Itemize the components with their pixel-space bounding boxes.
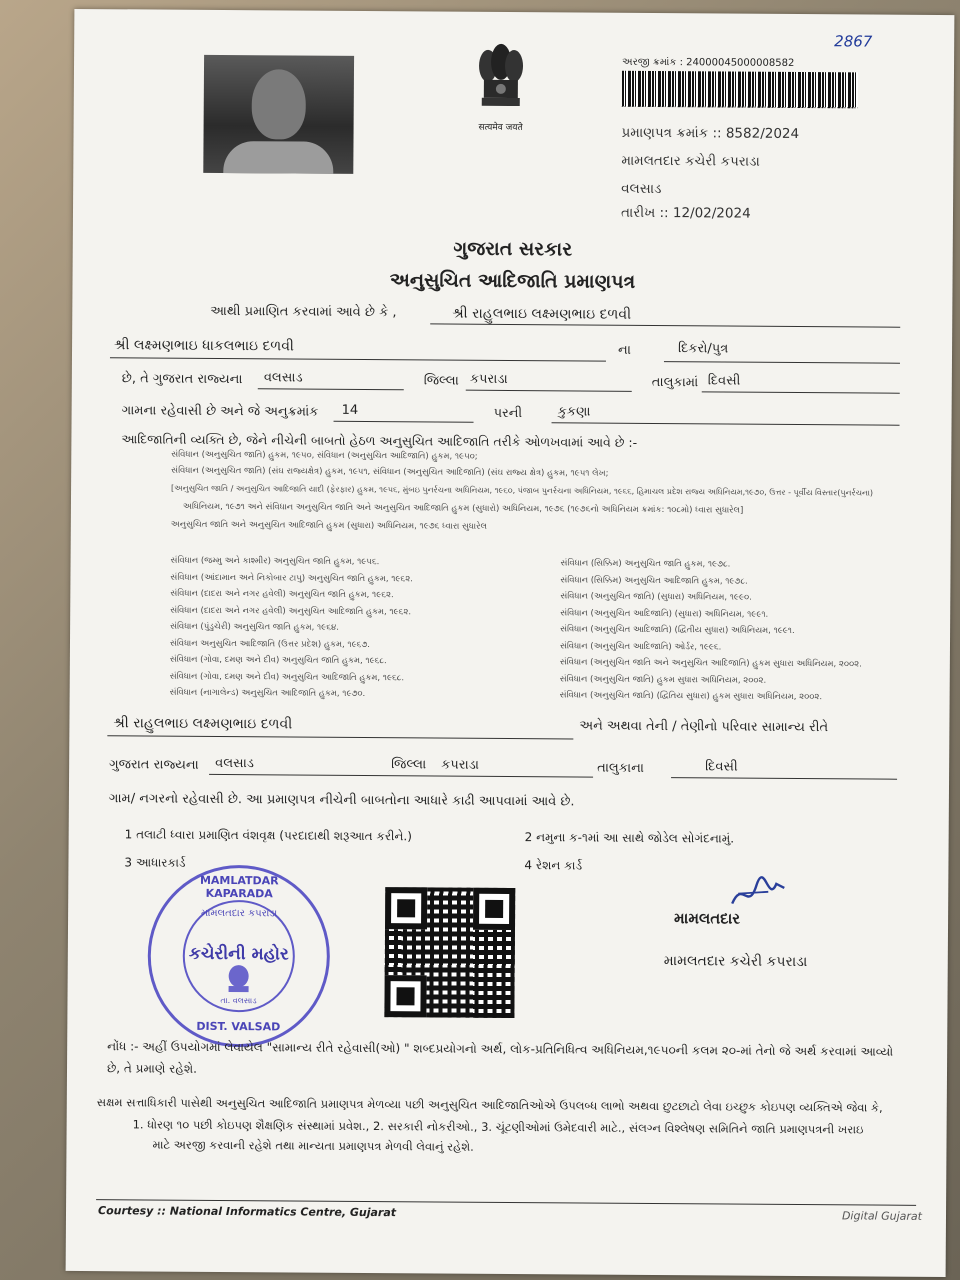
schedule-right-item: સંવિધાન (અનુસુચિત જાતિ) (સુધારા) અધિનિયમ, ૧૯૯૦. — [560, 591, 752, 603]
national-emblem-icon — [466, 42, 537, 120]
qr-finder — [473, 888, 515, 930]
seal-mid-text: મામલતદાર કપરાડા — [200, 907, 278, 920]
schedule-top-0: સંવિધાન (અનુસુચિત જાતિ) હુકમ, ૧૯૫૦, સંવિધાન (અનુસુચિત આદિજાતિ) હુકમ, ૧૯૫૦; — [171, 449, 478, 462]
relation-underline — [664, 361, 900, 364]
emblem-motto: सत्यमेव जयते — [478, 122, 523, 134]
lower-district: વલસાડ — [215, 755, 254, 772]
name-underline — [430, 323, 900, 327]
taluka-label: તાલુકામાં — [651, 374, 699, 391]
taluka-underline — [466, 390, 632, 392]
seal-center-text: કચેરીની મહોર — [188, 943, 289, 965]
form-taluka: કપરાડા — [469, 371, 508, 387]
form-village: દિવસી — [707, 373, 741, 389]
schedule-right-item: સંવિધાન (સિક્કિમ) અનુસુચિત જાતિ હુકમ, ૧૯૭૮. — [560, 558, 731, 570]
lower-taluka-label: તાલુકાના — [597, 760, 645, 776]
government-title: ગુજરાત સરકાર — [453, 237, 573, 261]
signatory-office: મામલતદાર કચેરી કપરાડા — [663, 953, 808, 971]
schedule-left-item: સંવિધાન (દાદરા અને નગર હવેલી) અનુસુચિત આદિજાતિ હુકમ, ૧૯૬૨. — [170, 605, 412, 617]
qr-finder — [384, 975, 426, 1017]
schedule-top-1: સંવિધાન (અનુસુચિત જાતિ) (સંઘ રાજ્યક્ષેત્ર) હુકમ, ૧૯૫૧, સંવિધાન (અનુસુચિત આદિજાતિ) (સંઘ રાજ્ય ક્ષેત્ર) હુકમ, ૧૯૫૧ લેખ; — [171, 465, 609, 479]
tribal-statement: આદિજાતિની વ્યક્તિ છે, જેને નીચેની બાબતો હેઠળ અનુસુચિત આદિજાતિ તરીકે ઓળખવામાં આવે છે :- — [121, 431, 638, 450]
schedule-right-item: સંવિધાન (સિક્કિમ) અનુસુચિત આદિજાતિ હુકમ, ૧૯૭૮. — [560, 574, 748, 587]
seal-emblem-icon — [221, 964, 257, 996]
district-underline — [258, 388, 404, 390]
certificate-number: પ્રમાણપત્ર ક્રમાંક :: 8582/2024 — [621, 124, 800, 143]
schedule-left-item: સંવિધાન (આંદામાન અને નિકોબાર ટાપુ) અનુસુચિત જાતિ હુકમ, ૧૯૬૨. — [170, 572, 413, 584]
courtesy-text: Courtesy :: National Informatics Centre, Gujarat — [97, 1204, 397, 1220]
verification-qr-code — [384, 887, 515, 1018]
relation: દિકરો/પુત્ર — [678, 341, 729, 357]
certificate-page — [66, 9, 955, 1277]
schedule-top-4: અનુસુચિત જાતિ અને અનુસુચિત આદિજાતિ હુકમ (સુધારા) અધિનિયમ, ૧૯૭૬ ધ્વારા સુધારેલ — [170, 519, 487, 532]
lower-district-underline — [209, 774, 593, 778]
seal-small-text: તા. વલસાડ — [220, 995, 257, 1006]
name-repeat-underline — [107, 735, 573, 739]
lower-district-label: જિલ્લા — [391, 757, 427, 773]
applicant-name: શ્રી રાહુલભાઇ લક્ષ્મણભાઇ દળવી — [452, 305, 632, 323]
signature-mark — [728, 874, 788, 914]
schedule-right-item: સંવિધાન (અનુસુચિત જાતિ અને અનુસુચિત આદિજાતિ) હુકમ સુધારા અધિનિયમ, ૨૦૦૨. — [559, 657, 862, 670]
schedule-right-list — [560, 558, 863, 709]
applicant-photo — [203, 55, 354, 174]
serial-prefix: ગામના રહેવાસી છે અને જે અનુક્રમાંક — [121, 403, 319, 420]
schedule-right-item: સંવિધાન (અનુસુચિત જાતિ) હુકમ સુધારા અધિનિયમ, ૨૦૦૨. — [559, 673, 767, 686]
schedule-left-list — [170, 556, 413, 706]
state-prefix: છે, તે ગુજરાત રાજ્યના — [121, 371, 243, 388]
schedule-left-item: સંવિધાન (નાગાલેન્ડ) અનુસુચિત આદિજાતિ હુકમ, ૧૯૭૦. — [169, 687, 366, 699]
lower-village-underline — [671, 777, 897, 780]
schedule-top-2: [અનુસુચિત જાતિ / અનુસુચિત આદિજાતિ યાદી (ફેરફાર) હુકમ, ૧૯૫૬, મુંબઇ પુનર્રચના અધિનિયમ, ૧૯૬૦, પંજાબ પુનર્રચના અધિનિયમ, ૧૯૬૬, હિમાચલ પ્રદેશ રાજ્ય અધિનિયમ,૧૯૭૦, ઉત્તર - પૂર્વીય વિસ્તાર(પુનર્રચના) — [171, 483, 874, 498]
seal-top-text: MAMLATDAR KAPARADA — [199, 873, 279, 901]
father-name: શ્રી લક્ષ્મણભાઇ ધાકલભાઇ દળવી — [114, 337, 295, 355]
tribe-name: કુકણા — [557, 404, 591, 420]
office-seal — [147, 864, 330, 1047]
note-purposes: 1. ધોરણ ૧૦ પછી કોઇપણ શૈક્ષણિક સંસ્થામાં પ્રવેશ., 2. સરકારી નોકરીઓ., 3. ચૂંટણીઓમાં ઉમેદવારી માટે., સંલગ્ન વિશ્લેષણ સમિતિને જાતિ પ્રમાણપત્રની ખરાઇ — [132, 1117, 864, 1137]
seal-bottom-text: DIST. VALSAD — [196, 1019, 281, 1034]
handwritten-number: 2867 — [834, 32, 873, 51]
note-benefits: સક્ષમ સત્તાધિકારી પાસેથી અનુસુચિત આદિજાતિ પ્રમાણપત્ર મેળવ્યા પછી અનુસુચિત આદિજાતિઓએ ઉપલબ્ધ લાભો અથવા છુટછાટો લેવા ઇચ્છુક કોઇપણ વ્યક્તિએ જેવા કે, — [96, 1095, 883, 1115]
schedule-left-item: સંવિધાન (ગોવા, દમણ અને દીવ) અનુસુચિત આદિજાતિ હુકમ, ૧૯૬૮. — [169, 671, 405, 683]
issue-date: તારીખ :: 12/02/2024 — [620, 204, 751, 222]
district-label: જિલ્લા — [423, 373, 459, 389]
serial-underline — [334, 421, 474, 423]
residence-text: ગામ/ નગરનો રહેવાસી છે. આ પ્રમાણપત્ર નીચેની બાબતોના આધારે કાઢી આપવામાં આવે છે. — [108, 791, 575, 810]
qr-finder — [385, 887, 427, 929]
schedule-left-item: સંવિધાન (દાદરા અને નગર હવેલી) અનુસુચિત જાતિ હુકમ, ૧૯૬૨. — [170, 588, 394, 601]
village-underline — [702, 391, 900, 393]
application-number: અરજી ક્રમાંક : 24000045000008582 — [622, 56, 795, 69]
schedule-left-item: સંવિધાન (ગોવા, દમણ અને દીવ) અનુસુચિત જાતિ હુકમ, ૧૯૬૮. — [169, 654, 387, 667]
father-underline — [110, 357, 606, 361]
barcode — [622, 71, 858, 109]
evidence-1: 1 તલાટી ધ્વારા પ્રમાણિત વંશવૃક્ષ (પરદાદાથી શરૂઆત કરીને.) — [124, 827, 412, 844]
certificate-title: અનુસુચિત આદિજાતિ પ્રમાણપત્ર — [389, 269, 636, 293]
certify-prefix: આથી પ્રમાણિત કરવામાં આવે છે કે , — [210, 303, 397, 321]
schedule-right-item: સંવિધાન (અનુસુચિત આદિજાતિ) (દ્વિતીય સુધારા) અધિનિયમ, ૧૯૯૧. — [560, 624, 795, 636]
tribe-underline — [552, 422, 900, 425]
serial-suffix: પરની — [493, 405, 523, 422]
note-apply: માટે અરજી કરવાની રહેશે તથા માન્યતા પ્રમાણપત્ર મેળવી લેવાનું રહેશે. — [152, 1137, 474, 1154]
schedule-right-item: સંવિધાન (અનુસુચિત આદિજાતિ) (સુધારા) અધિનિયમ, ૧૯૯૧. — [560, 607, 769, 620]
footer-bar — [96, 1199, 923, 1223]
photo-face — [252, 69, 306, 139]
issuing-office: મામલતદાર કચેરી કપરાડા — [621, 152, 760, 170]
schedule-left-item: સંવિધાન અનુસુચિત આદિજાતિ (ઉત્તર પ્રદેશ) હુકમ, ૧૯૬૭. — [169, 638, 371, 650]
digital-gujarat-text: Digital Gujarat — [841, 1209, 923, 1223]
form-district: વલસાડ — [263, 370, 303, 386]
schedule-right-item: સંવિધાન (અનુસુચિત જાતિ) (દ્વિતિય સુધારા) હુકમ સુધારા અધિનિયમ, ૨૦૦૨. — [559, 690, 823, 703]
lower-village: દિવસી — [705, 759, 738, 775]
evidence-3: 3 આધારકાર્ડ — [124, 855, 186, 870]
issuing-district: વલસાડ — [621, 180, 662, 198]
photo-shirt — [223, 141, 333, 174]
serial-number: 14 — [341, 402, 359, 418]
evidence-4: 4 રેશન કાર્ડ — [524, 858, 583, 873]
schedule-top-3: અધિનિયમ, ૧૯૭૧ અને સંવિધાન અનુસુચિત જાતિ અને અનુસુચિત આદિજાતિ હુકમ (સુધારો) અધિનિયમ, ૧૯૭૬ (૧૯૭૬નો અધિનિયમ ક્રમાંક: ૧૦૮મો) ધ્વારા સુધારેલ] — [182, 501, 744, 516]
schedule-left-item: સંવિધાન (પુંડુચેરી) અનુસુચિત જાતિ હુકમ, ૧૯૬૪. — [170, 621, 339, 633]
family-text: અને અથવા તેની / તેણીનો પરિવાર સામાન્ય રીતે — [579, 718, 829, 736]
lower-state-prefix: ગુજરાત રાજ્યના — [109, 757, 199, 773]
lower-taluka: કપરાડા — [441, 757, 480, 773]
note-resident: નોંધ :- અહીં ઉપયોગમાં લેવાયેલ "સામાન્ય રીતે રહેવાસી(ઓ) " શબ્દપ્રયોગનો અર્થ, લોક-પ્રતિનિધિત્વ અધિનિયમ,૧૯૫૦ની કલમ ૨૦-માં તેનો જે અર્થ કરવામાં આવ્યો છે, તે પ્રમાણે રહેશે. — [106, 1039, 894, 1076]
evidence-2: 2 નમુના ક-૧માં આ સાથે જોડેલ સોગંદનામું. — [524, 830, 735, 846]
schedule-left-item: સંવિધાન (જમ્મુ અને કાશ્મીર) અનુસુચિત જાતિ હુકમ, ૧૯૫૬. — [170, 555, 380, 568]
of-word: ના — [617, 342, 631, 358]
schedule-right-item: સંવિધાન (અનુસુચિત આદિજાતિ) ઓર્ડર, ૧૯૯૬. — [559, 640, 722, 652]
signatory-designation: મામલતદાર — [674, 909, 741, 928]
applicant-name-repeat: શ્રી રાહુલભાઇ લક્ષ્મણભાઇ દળવી — [113, 715, 293, 733]
